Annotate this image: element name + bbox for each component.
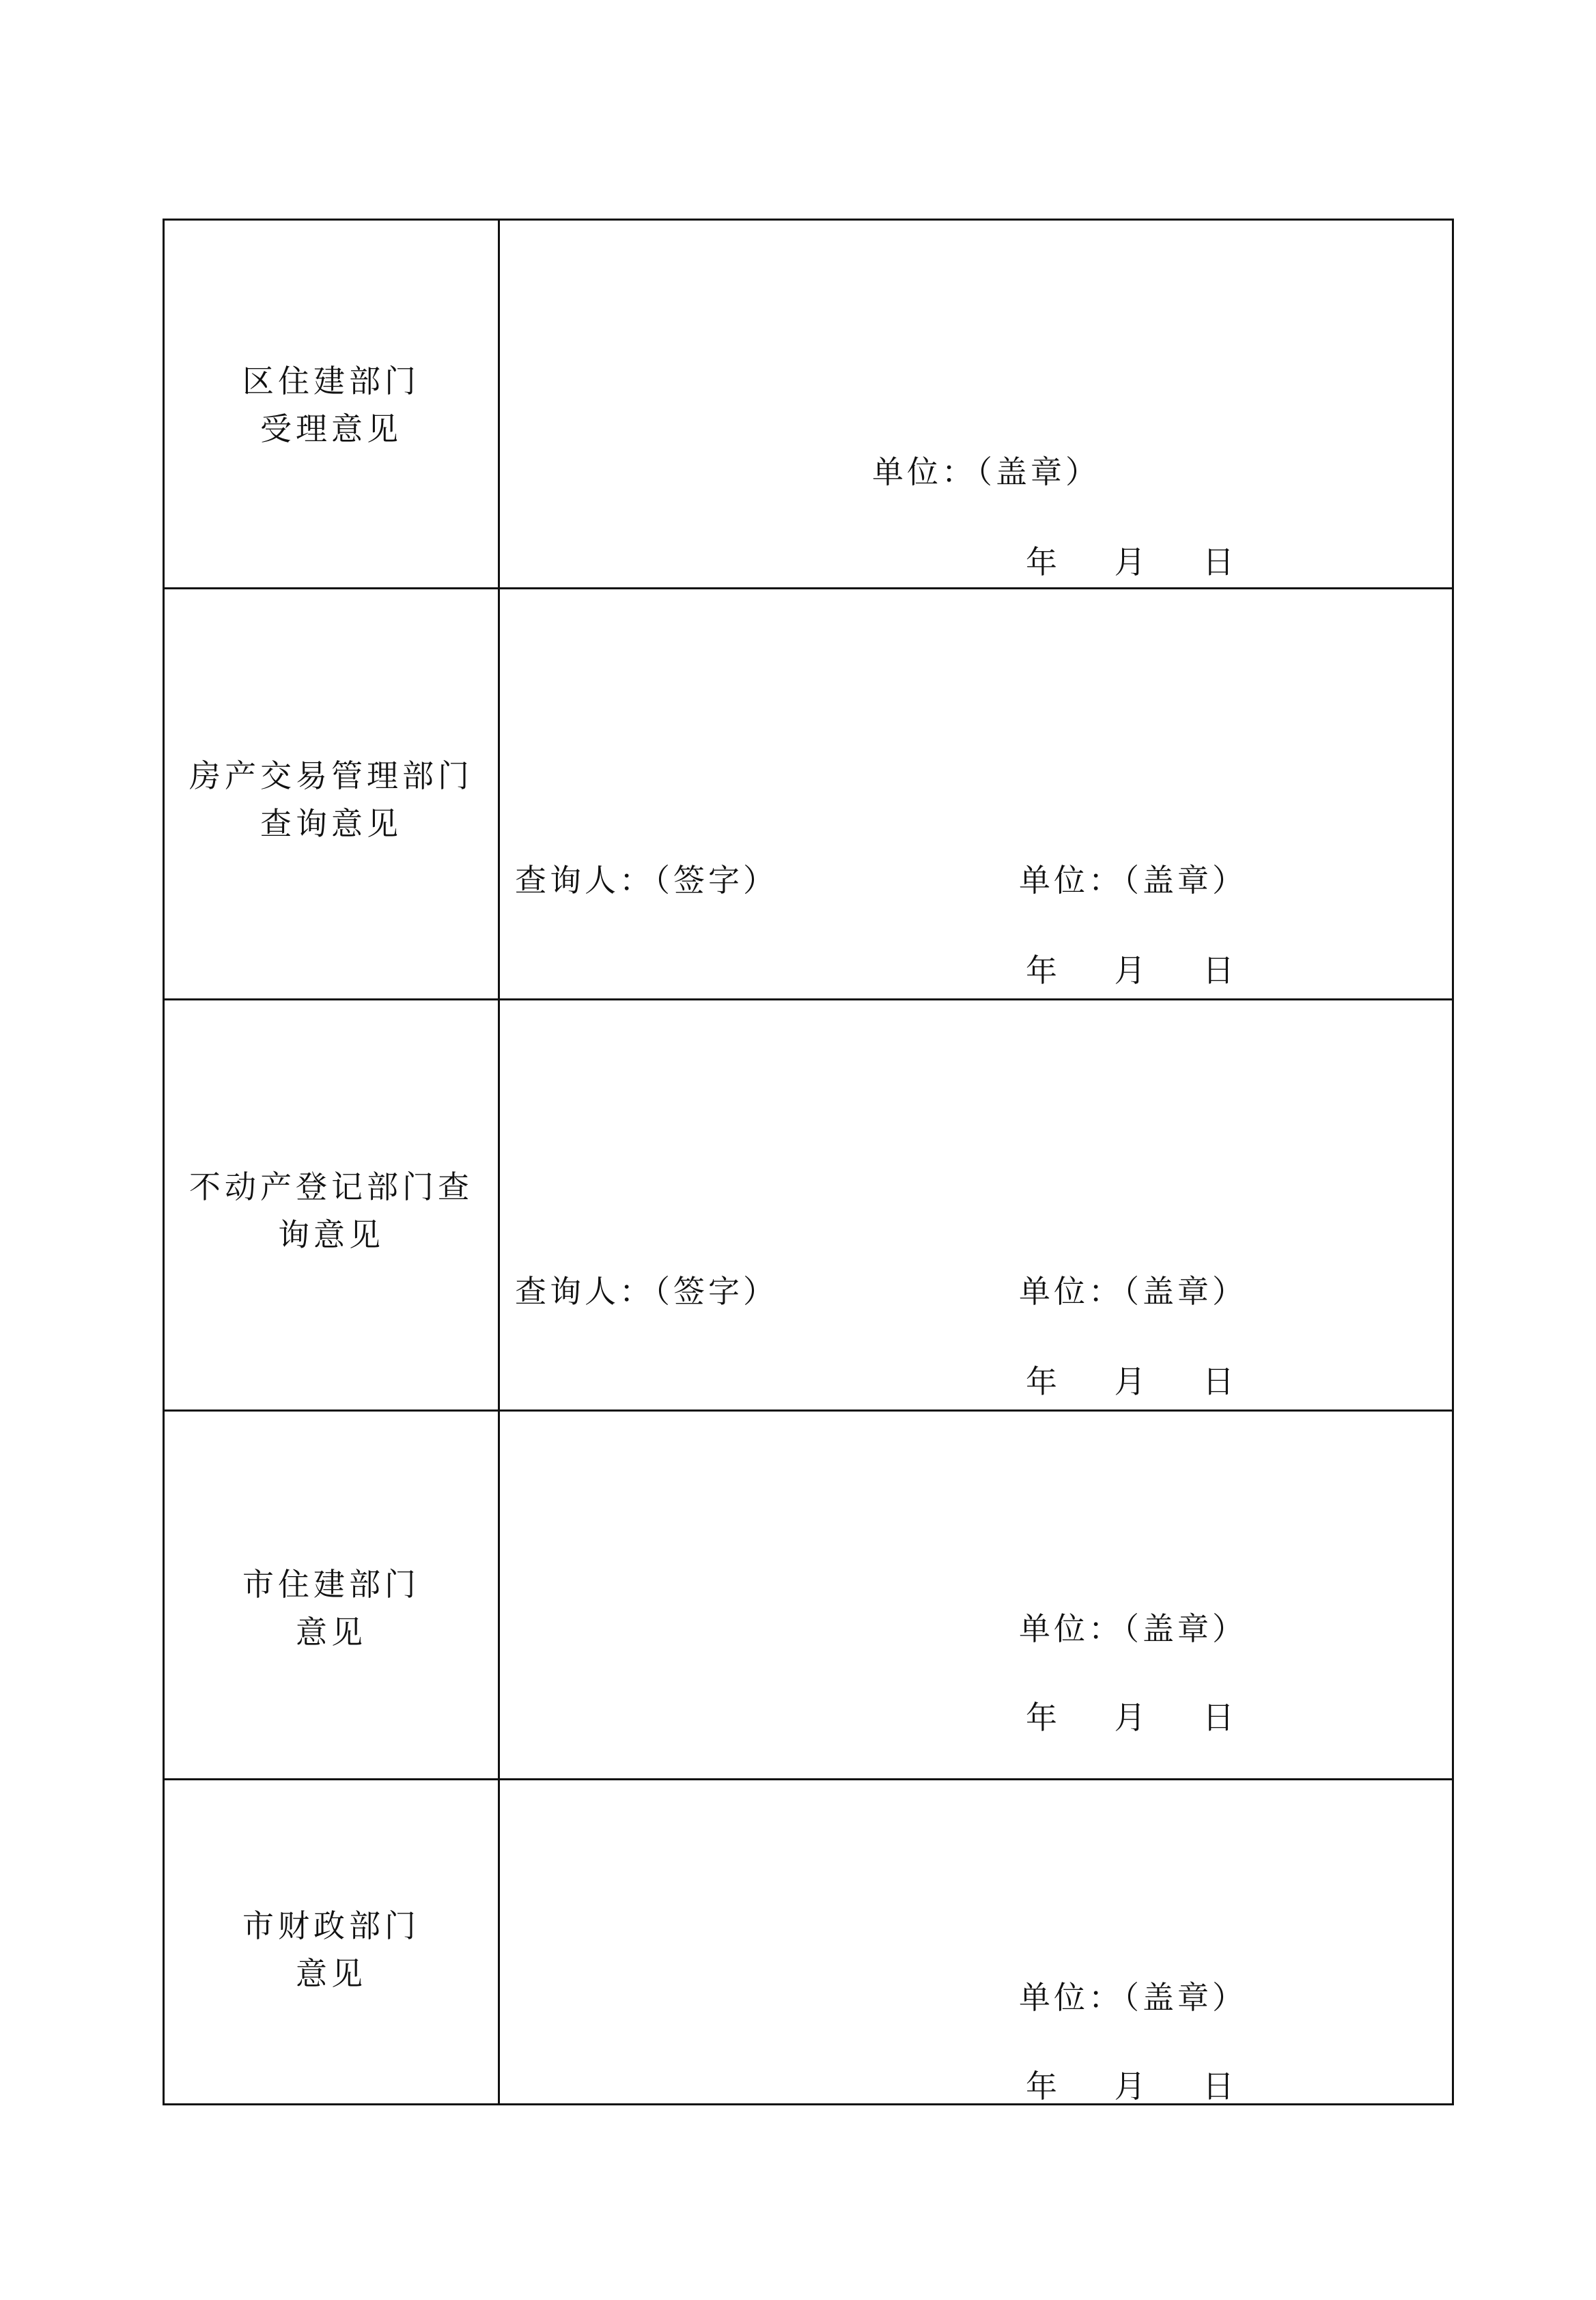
form-row-housing-transaction <box>164 589 1453 1000</box>
row-label <box>165 1902 498 1997</box>
row-label-line-1: 市财政部门 <box>242 1907 420 1944</box>
row-label-line-2: 受理意见 <box>260 410 402 447</box>
row-label-line-2: 询意见 <box>278 1216 384 1253</box>
form-row-real-estate-registration <box>164 1000 1453 1411</box>
row-label-cell <box>164 589 499 1000</box>
opinion-form-table <box>163 219 1454 2105</box>
opinion-input-area[interactable] <box>499 1411 1453 1780</box>
date-label: 年 月 日 <box>1026 1363 1237 1400</box>
row-label-cell <box>164 220 499 589</box>
row-label-line-2: 意见 <box>296 1955 367 1992</box>
row-label-line-2: 查询意见 <box>260 805 402 842</box>
date-label: 年 月 日 <box>1026 952 1237 989</box>
row-label-line-1: 区住建部门 <box>242 363 420 399</box>
date-label: 年 月 日 <box>1026 1699 1237 1736</box>
opinion-input-area[interactable] <box>499 220 1453 589</box>
row-label-line-2: 意见 <box>296 1614 367 1651</box>
row-label <box>165 752 498 847</box>
inquirer-signature-label: 查询人：（签字） <box>515 862 778 899</box>
row-label-cell <box>164 1000 499 1411</box>
unit-seal-label: 单位：（盖章） <box>1019 862 1247 899</box>
date-label: 年 月 日 <box>1026 2068 1237 2105</box>
inquirer-signature-label: 查询人：（签字） <box>515 1273 778 1310</box>
row-label-line-1: 不动产登记部门查 <box>189 1168 473 1205</box>
opinion-input-area[interactable] <box>499 589 1453 1000</box>
opinion-input-area[interactable] <box>499 1000 1453 1411</box>
row-label <box>165 1163 498 1259</box>
form-row-city-housing <box>164 1411 1453 1780</box>
form-row-district-housing <box>164 220 1453 589</box>
date-label: 年 月 日 <box>1026 544 1237 580</box>
unit-seal-label: 单位：（盖章） <box>1019 1273 1247 1310</box>
opinion-input-area[interactable] <box>499 1780 1453 2105</box>
row-label-cell <box>164 1411 499 1780</box>
row-label-line-1: 房产交易管理部门 <box>189 757 473 794</box>
row-label-cell <box>164 1780 499 2105</box>
row-label <box>165 1560 498 1656</box>
unit-seal-label: 单位：（盖章） <box>1019 1979 1247 2016</box>
unit-seal-label: 单位：（盖章） <box>1019 1610 1247 1647</box>
unit-seal-label: 单位：（盖章） <box>872 453 1100 490</box>
row-label-line-1: 市住建部门 <box>242 1566 420 1603</box>
row-label <box>165 357 498 453</box>
form-row-city-finance <box>164 1780 1453 2105</box>
